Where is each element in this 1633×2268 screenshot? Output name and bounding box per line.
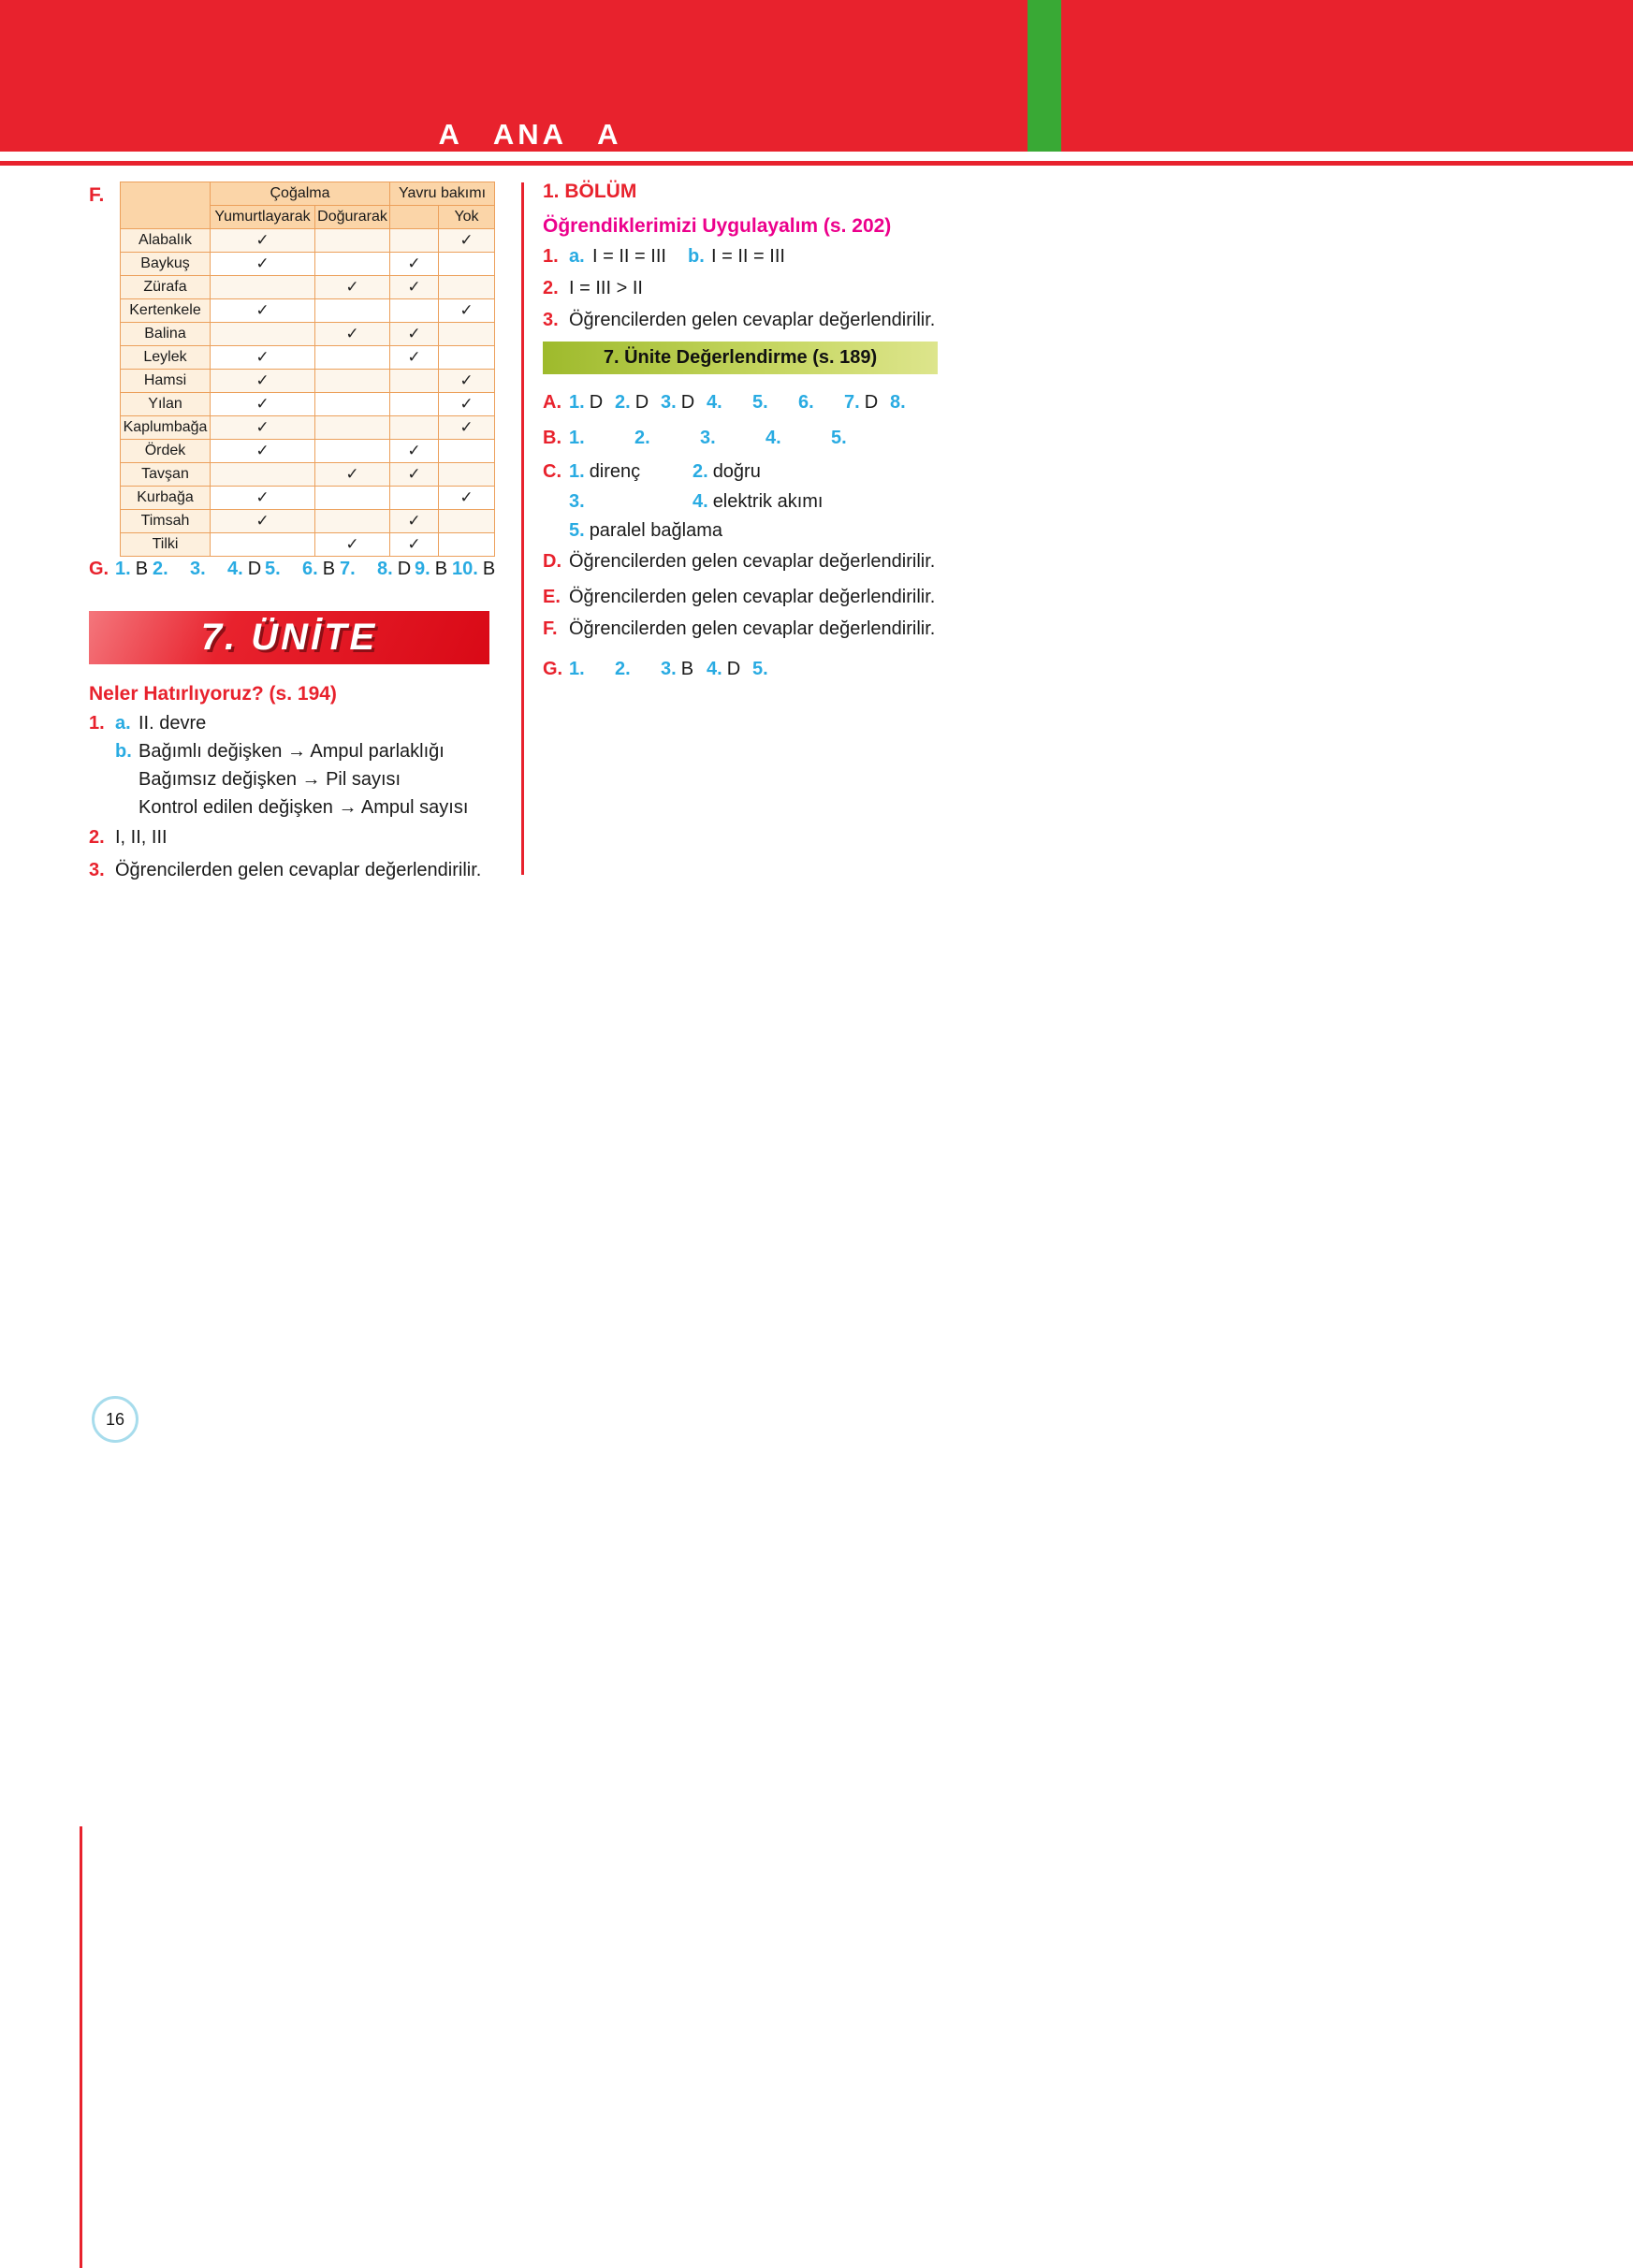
answer-item	[569, 461, 693, 483]
answer-letter: D	[634, 392, 649, 413]
answer-item	[615, 392, 661, 414]
answer-item	[700, 428, 765, 449]
table-row	[121, 393, 495, 416]
check-cell: ✓	[439, 370, 495, 393]
answer-row-c-line3	[543, 520, 722, 542]
row-label: B.	[543, 428, 561, 448]
check-cell	[315, 416, 390, 440]
answer-item	[265, 559, 302, 580]
animal-name-cell: Leylek	[121, 346, 211, 370]
answer-number: 5.	[569, 520, 585, 541]
check-cell: ✓	[211, 487, 315, 510]
row-label: D.	[543, 551, 561, 572]
answer-letter: D	[864, 392, 879, 413]
check-cell: ✓	[211, 440, 315, 463]
animal-name-cell: Alabalık	[121, 229, 211, 253]
answer-letter: B	[434, 559, 448, 579]
answer-letter: B	[322, 559, 336, 579]
animal-name-cell: Kurbağa	[121, 487, 211, 510]
table-row	[121, 346, 495, 370]
check-cell: ✓	[211, 416, 315, 440]
answer-number: 10.	[452, 559, 478, 579]
animal-name-cell: Balina	[121, 323, 211, 346]
check-cell: ✓	[315, 323, 390, 346]
page-number-badge	[92, 1396, 139, 1443]
row-label: G.	[89, 559, 109, 579]
answer-number: 2.	[693, 461, 708, 482]
check-cell	[390, 487, 439, 510]
animal-name-cell: Kaplumbağa	[121, 416, 211, 440]
check-cell	[211, 463, 315, 487]
left-item-2	[89, 827, 168, 849]
sub-item-label: a.	[569, 246, 585, 267]
check-cell	[315, 393, 390, 416]
answer-number: 3.	[661, 392, 677, 413]
check-cell: ✓	[211, 229, 315, 253]
group-header-cogalma: Çoğalma	[211, 182, 390, 206]
reproduction-table	[120, 182, 495, 557]
left-item-1a	[89, 713, 206, 734]
check-cell	[315, 253, 390, 276]
animal-name-cell: Kertenkele	[121, 299, 211, 323]
check-cell	[390, 416, 439, 440]
check-cell	[315, 510, 390, 533]
item-text: I = II = III	[711, 246, 785, 267]
check-cell: ✓	[439, 487, 495, 510]
item-text: I, II, III	[115, 827, 168, 848]
col-header-blank	[390, 206, 439, 229]
check-cell	[439, 276, 495, 299]
answer-number: 4.	[227, 559, 243, 579]
col-header-yok: Yok	[439, 206, 495, 229]
table-group-header-row	[121, 182, 495, 206]
column-divider	[521, 182, 524, 875]
check-cell: ✓	[211, 346, 315, 370]
item-text: II. devre	[139, 713, 207, 734]
check-cell	[390, 393, 439, 416]
answer-number: 3.	[700, 428, 716, 448]
page-title	[0, 0, 1060, 167]
animal-name-cell: Ördek	[121, 440, 211, 463]
answer-item	[227, 559, 265, 580]
answer-number: 2.	[615, 659, 631, 679]
check-cell: ✓	[439, 299, 495, 323]
answer-number: 9.	[415, 559, 430, 579]
answer-number: 5.	[752, 392, 768, 413]
answer-number: 3.	[569, 491, 585, 512]
unit-7-banner	[89, 611, 489, 664]
answer-item	[693, 461, 761, 483]
answer-letter: D	[397, 559, 412, 579]
check-cell: ✓	[315, 533, 390, 557]
unit-evaluation-banner-text: 7. Ünite Değerlendirme (s. 189)	[603, 347, 878, 368]
answer-item	[153, 559, 190, 580]
check-cell: ✓	[390, 440, 439, 463]
check-cell	[211, 533, 315, 557]
animal-name-cell: Timsah	[121, 510, 211, 533]
bolum-title: 1. BÖLÜM	[543, 181, 637, 202]
answer-letter: B	[482, 559, 496, 579]
row-label: F.	[543, 618, 558, 639]
check-cell	[390, 370, 439, 393]
answer-row-g-right	[543, 659, 798, 680]
check-cell: ✓	[211, 253, 315, 276]
item-number: 1.	[89, 713, 105, 734]
right-item-2	[543, 278, 643, 299]
check-cell	[439, 440, 495, 463]
sub-item-label: b.	[115, 741, 132, 762]
check-cell	[315, 299, 390, 323]
answer-row-e	[543, 587, 935, 608]
answer-number: 2.	[153, 559, 168, 579]
table-row	[121, 229, 495, 253]
check-cell: ✓	[315, 276, 390, 299]
item-number: 1.	[543, 246, 559, 267]
col-header-yumurtlayarak: Yumurtlayarak	[211, 206, 315, 229]
answer-item	[661, 659, 707, 680]
check-cell: ✓	[390, 253, 439, 276]
answer-item	[569, 392, 615, 414]
answer-item	[798, 392, 844, 414]
check-cell	[315, 370, 390, 393]
check-cell	[315, 440, 390, 463]
answer-number: 3.	[190, 559, 206, 579]
item-number: 3.	[543, 310, 559, 330]
answer-letter: D	[680, 392, 695, 413]
answer-letter: D	[589, 392, 604, 413]
answer-item	[190, 559, 227, 580]
answer-item	[890, 392, 936, 414]
item-number: 2.	[89, 827, 105, 848]
left-item-1b-line3: Kontrol edilen değişken → Ampul sayısı	[139, 797, 469, 818]
check-cell	[315, 487, 390, 510]
answer-item	[340, 559, 377, 580]
check-cell	[439, 346, 495, 370]
check-cell: ✓	[439, 393, 495, 416]
answer-number: 1.	[569, 428, 585, 448]
answer-number: 1.	[569, 392, 585, 413]
answer-row-c-line1	[543, 461, 761, 483]
answer-row-a	[543, 392, 936, 414]
check-cell	[390, 229, 439, 253]
check-cell: ✓	[390, 463, 439, 487]
table-row	[121, 370, 495, 393]
answer-row-b	[543, 428, 897, 449]
green-accent-block	[1028, 0, 1061, 152]
check-cell: ✓	[390, 323, 439, 346]
answer-item	[615, 659, 661, 680]
answer-item	[377, 559, 415, 580]
right-item-3	[543, 310, 935, 331]
row-text: Öğrencilerden gelen cevaplar değerlendirilir.	[569, 551, 936, 572]
sub-item-label: a.	[115, 713, 131, 734]
table-row	[121, 463, 495, 487]
check-cell	[211, 276, 315, 299]
check-cell: ✓	[439, 229, 495, 253]
col-header-dogurarak: Doğurarak	[315, 206, 390, 229]
answer-item	[569, 659, 615, 680]
row-text: Öğrencilerden gelen cevaplar değerlendirilir.	[569, 618, 936, 639]
answer-item	[707, 392, 752, 414]
left-column	[89, 178, 510, 889]
answer-item	[844, 392, 890, 414]
left-item-3	[89, 860, 481, 881]
answer-number: 7.	[844, 392, 860, 413]
answer-number: 4.	[707, 392, 722, 413]
page-number: 16	[105, 1409, 125, 1429]
check-cell: ✓	[439, 416, 495, 440]
table-row	[121, 299, 495, 323]
answer-item	[693, 491, 824, 513]
answer-number: 4.	[693, 491, 708, 512]
right-item-1	[543, 246, 785, 268]
answer-number: 2.	[634, 428, 650, 448]
left-item-1b	[89, 741, 445, 763]
check-cell	[439, 253, 495, 276]
row-label: E.	[543, 587, 561, 607]
item-text: I = II = III	[592, 246, 666, 267]
sub-item-label: b.	[688, 246, 705, 267]
answer-number: 2.	[615, 392, 631, 413]
animal-name-cell: Tavşan	[121, 463, 211, 487]
check-cell	[315, 346, 390, 370]
title-part: A	[438, 118, 463, 151]
item-number: 2.	[543, 278, 559, 298]
answer-letter: D	[726, 659, 741, 679]
unit-7-banner-text: 7. ÜNİTE	[200, 617, 378, 658]
table-row	[121, 487, 495, 510]
item-text: Öğrencilerden gelen cevaplar değerlendirilir.	[569, 310, 936, 330]
answer-row-d	[543, 551, 935, 573]
answer-row-c-line2	[543, 491, 824, 513]
check-cell: ✓	[211, 393, 315, 416]
check-cell: ✓	[315, 463, 390, 487]
answer-word: paralel bağlama	[589, 520, 723, 541]
animal-name-cell: Hamsi	[121, 370, 211, 393]
item-text: Bağımlı değişken → Ampul parlaklığı	[139, 741, 445, 762]
check-cell	[439, 463, 495, 487]
check-cell: ✓	[211, 299, 315, 323]
check-cell: ✓	[390, 510, 439, 533]
answer-number: 7.	[340, 559, 356, 579]
table-row	[121, 510, 495, 533]
table-row	[121, 253, 495, 276]
answer-number: 6.	[302, 559, 318, 579]
answer-letter: B	[680, 659, 694, 679]
check-cell: ✓	[390, 276, 439, 299]
answer-item	[415, 559, 452, 580]
answer-item	[707, 659, 752, 680]
row-label: C.	[543, 461, 561, 482]
item-number: 3.	[89, 860, 105, 880]
answer-word: direnç	[589, 461, 641, 482]
left-item-1b-line2: Bağımsız değişken → Pil sayısı	[139, 769, 401, 790]
table-row	[121, 440, 495, 463]
answer-item	[831, 428, 897, 449]
answer-letter: B	[135, 559, 149, 579]
answer-number: 1.	[569, 659, 585, 679]
row-text: Öğrencilerden gelen cevaplar değerlendirilir.	[569, 587, 936, 607]
answer-word: elektrik akımı	[712, 491, 824, 512]
answer-row-g-left	[89, 559, 497, 580]
answer-item	[661, 392, 707, 414]
answer-item	[115, 559, 153, 580]
answer-number: 4.	[765, 428, 781, 448]
right-column	[543, 178, 1067, 889]
row-label: A.	[543, 392, 561, 413]
check-cell: ✓	[390, 533, 439, 557]
answer-item	[569, 428, 634, 449]
answer-number: 6.	[798, 392, 814, 413]
answer-number: 4.	[707, 659, 722, 679]
answer-item	[752, 392, 798, 414]
answer-number: 8.	[890, 392, 906, 413]
answer-number: 8.	[377, 559, 393, 579]
animal-name-cell: Baykuş	[121, 253, 211, 276]
answer-item	[765, 428, 831, 449]
corner-cell	[121, 182, 211, 229]
answer-item	[569, 520, 722, 542]
check-cell	[315, 229, 390, 253]
answer-item	[452, 559, 497, 580]
header-band	[0, 0, 1633, 152]
header-rule	[0, 161, 1633, 166]
animal-name-cell: Yılan	[121, 393, 211, 416]
table-row	[121, 323, 495, 346]
answer-item	[752, 659, 798, 680]
group-header-yavru-bakimi: Yavru bakımı	[390, 182, 495, 206]
check-cell	[211, 323, 315, 346]
answer-number: 1.	[569, 461, 585, 482]
check-cell: ✓	[390, 346, 439, 370]
answer-row-f	[543, 618, 935, 640]
uygulayalim-title: Öğrendiklerimizi Uygulayalım (s. 202)	[543, 215, 892, 237]
answer-number: 3.	[661, 659, 677, 679]
check-cell: ✓	[211, 370, 315, 393]
left-margin-rule	[80, 1826, 82, 2268]
answer-number: 5.	[752, 659, 768, 679]
item-text: I = III > II	[569, 278, 643, 298]
answer-letter: D	[247, 559, 262, 579]
answer-item	[569, 491, 693, 513]
table-row	[121, 276, 495, 299]
check-cell	[439, 533, 495, 557]
check-cell	[390, 299, 439, 323]
answer-item	[302, 559, 340, 580]
table-row	[121, 533, 495, 557]
answer-word: doğru	[712, 461, 761, 482]
row-label: G.	[543, 659, 563, 679]
table-row	[121, 416, 495, 440]
answer-number: 1.	[115, 559, 131, 579]
animal-name-cell: Zürafa	[121, 276, 211, 299]
unit-evaluation-banner	[543, 342, 938, 374]
check-cell	[439, 323, 495, 346]
section-f-label: F.	[89, 184, 105, 206]
check-cell	[439, 510, 495, 533]
answer-number: 5.	[831, 428, 847, 448]
item-text: Öğrencilerden gelen cevaplar değerlendirilir.	[115, 860, 482, 880]
animal-name-cell: Tilki	[121, 533, 211, 557]
title-part: ANA	[492, 118, 568, 151]
check-cell: ✓	[211, 510, 315, 533]
neler-hatirliyoruz-title: Neler Hatırlıyoruz? (s. 194)	[89, 683, 337, 705]
answer-number: 5.	[265, 559, 281, 579]
title-part: A	[597, 118, 622, 151]
answer-item	[634, 428, 700, 449]
